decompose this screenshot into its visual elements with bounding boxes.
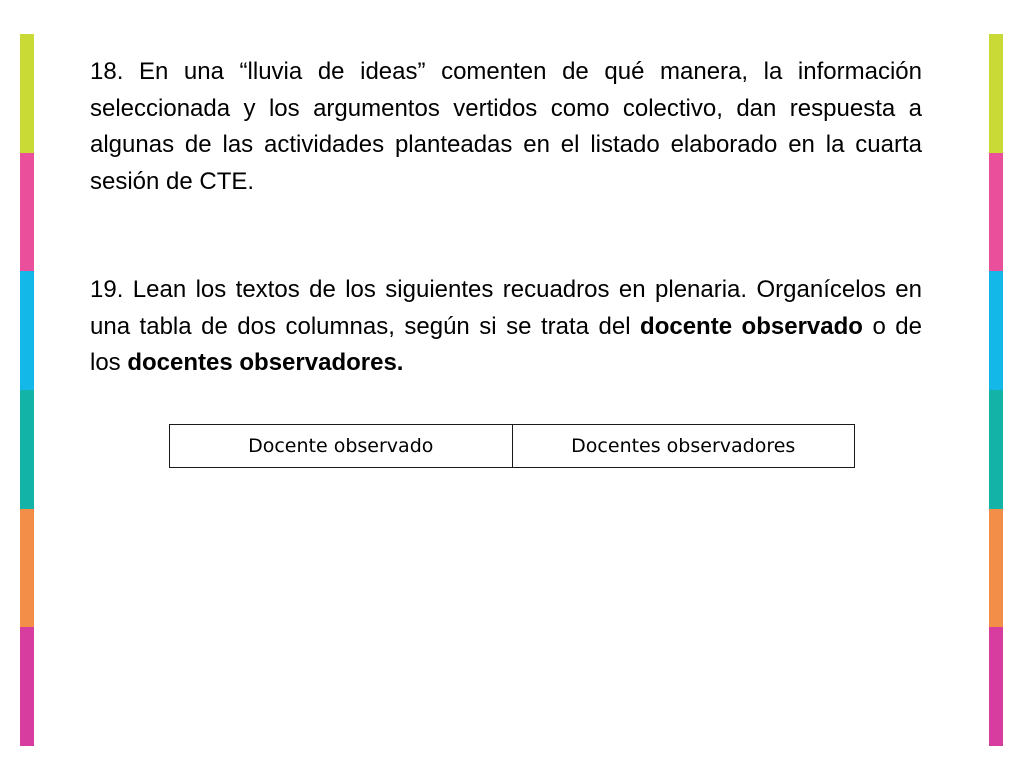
activity-19-paragraph <box>90 272 922 382</box>
stripe-segment-sky-blue <box>20 271 34 390</box>
stripe-segment-sky-blue <box>989 271 1003 390</box>
term-docente-observado: docente observado <box>640 312 863 340</box>
stripe-segment-magenta <box>20 627 34 746</box>
stripe-segment-teal <box>989 390 1003 509</box>
activity-18-paragraph: 18. En una “lluvia de ideas” comenten de qué manera, la información seleccionada y los argumentos vertidos como colectivo, dan respuesta a algunas de las actividades planteadas en el listado elaborado en la cuarta sesión de CTE. <box>90 58 922 195</box>
stripe-segment-lime <box>20 34 34 153</box>
stripe-segment-pink <box>20 153 34 272</box>
stripe-segment-magenta <box>989 627 1003 746</box>
activity-19-connector-text: o de los <box>90 312 922 376</box>
stripe-segment-lime <box>989 34 1003 153</box>
left-color-stripe <box>20 34 34 746</box>
table-header-row <box>170 425 855 468</box>
column-header-observed-teacher: Docente observado <box>170 425 513 468</box>
right-color-stripe <box>989 34 1003 746</box>
column-header-observer-teachers: Docentes observadores <box>512 425 855 468</box>
term-docentes-observadores: docentes observadores. <box>127 349 404 376</box>
stripe-segment-teal <box>20 390 34 509</box>
activity-19-intro-text: 19. Lean los textos de los siguientes recuadros en plenaria. Organícelos en una tabla de dos columnas, según si se trata del <box>90 276 922 340</box>
stripe-segment-orange <box>20 509 34 628</box>
classification-table <box>169 424 855 468</box>
stripe-segment-orange <box>989 509 1003 628</box>
stripe-segment-pink <box>989 153 1003 272</box>
